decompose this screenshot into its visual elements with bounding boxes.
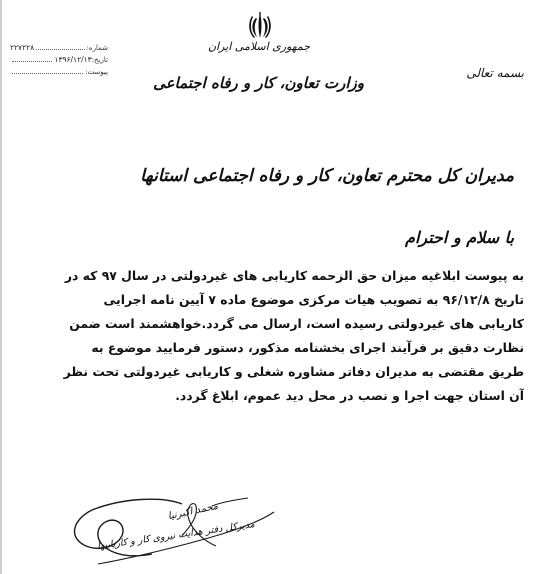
iran-emblem-icon	[247, 12, 273, 40]
signer-title: مدیرکل دفتر هدایت نیروی کار و کاریابیها	[96, 518, 256, 553]
body-line: کاریابی های غیردولتی رسیده است، ارسال می گردد.خواهشمند است ضمن	[69, 316, 524, 331]
dotted-line	[12, 61, 52, 62]
letter-attachment-row	[10, 66, 108, 78]
page-edge	[0, 0, 2, 574]
letter-date-row	[10, 54, 108, 66]
signer-name: محمد اکبرنیا	[166, 500, 220, 523]
government-name: جمهوری اسلامی ایران	[207, 40, 311, 53]
body-line: آن استان جهت اجرا و نصب در محل دید عموم، ابلاغ گردد.	[175, 388, 524, 403]
letter-meta	[10, 42, 108, 78]
bismillah: بسمه تعالی	[466, 66, 524, 80]
greeting: با سلام و احترام	[405, 228, 514, 247]
letter-number-label: شماره:	[86, 44, 108, 52]
letter-body	[19, 264, 524, 408]
addressee: مدیران کل محترم تعاون، کار و رفاه اجتماعی استانها	[140, 166, 514, 186]
body-line: طریق مقتضی به مدیران دفاتر مشاوره شغلی و کاریابی غیردولتی تحت نظر	[63, 364, 524, 379]
body-line: نظارت دقیق بر فرآیند اجرای بخشنامه مذکور، دستور فرمایید موضوع به	[91, 340, 524, 355]
letter-attachment-label: پیوست:	[85, 68, 108, 76]
ministry-name: وزارت تعاون، کار و رفاه اجتماعی	[153, 74, 364, 92]
body-line: به پیوست ابلاغیه میزان حق الزحمه کاریابی های غیردولتی در سال ۹۷ که در	[64, 268, 524, 283]
dotted-line	[36, 49, 84, 50]
letter-number-row	[10, 42, 108, 54]
dotted-line	[12, 73, 83, 74]
letter-date-value: ۱۳۹۶/۱۲/۱۳	[54, 55, 92, 64]
body-line: تاریخ ۹۶/۱۲/۸ به تصویب هیات مرکزی موضوع ماده ۷ آیین نامه اجرایی	[103, 292, 524, 307]
letter-number-value: ۲۲۷۲۲۸	[10, 43, 35, 52]
letter-date-label: تاریخ:	[91, 56, 108, 64]
